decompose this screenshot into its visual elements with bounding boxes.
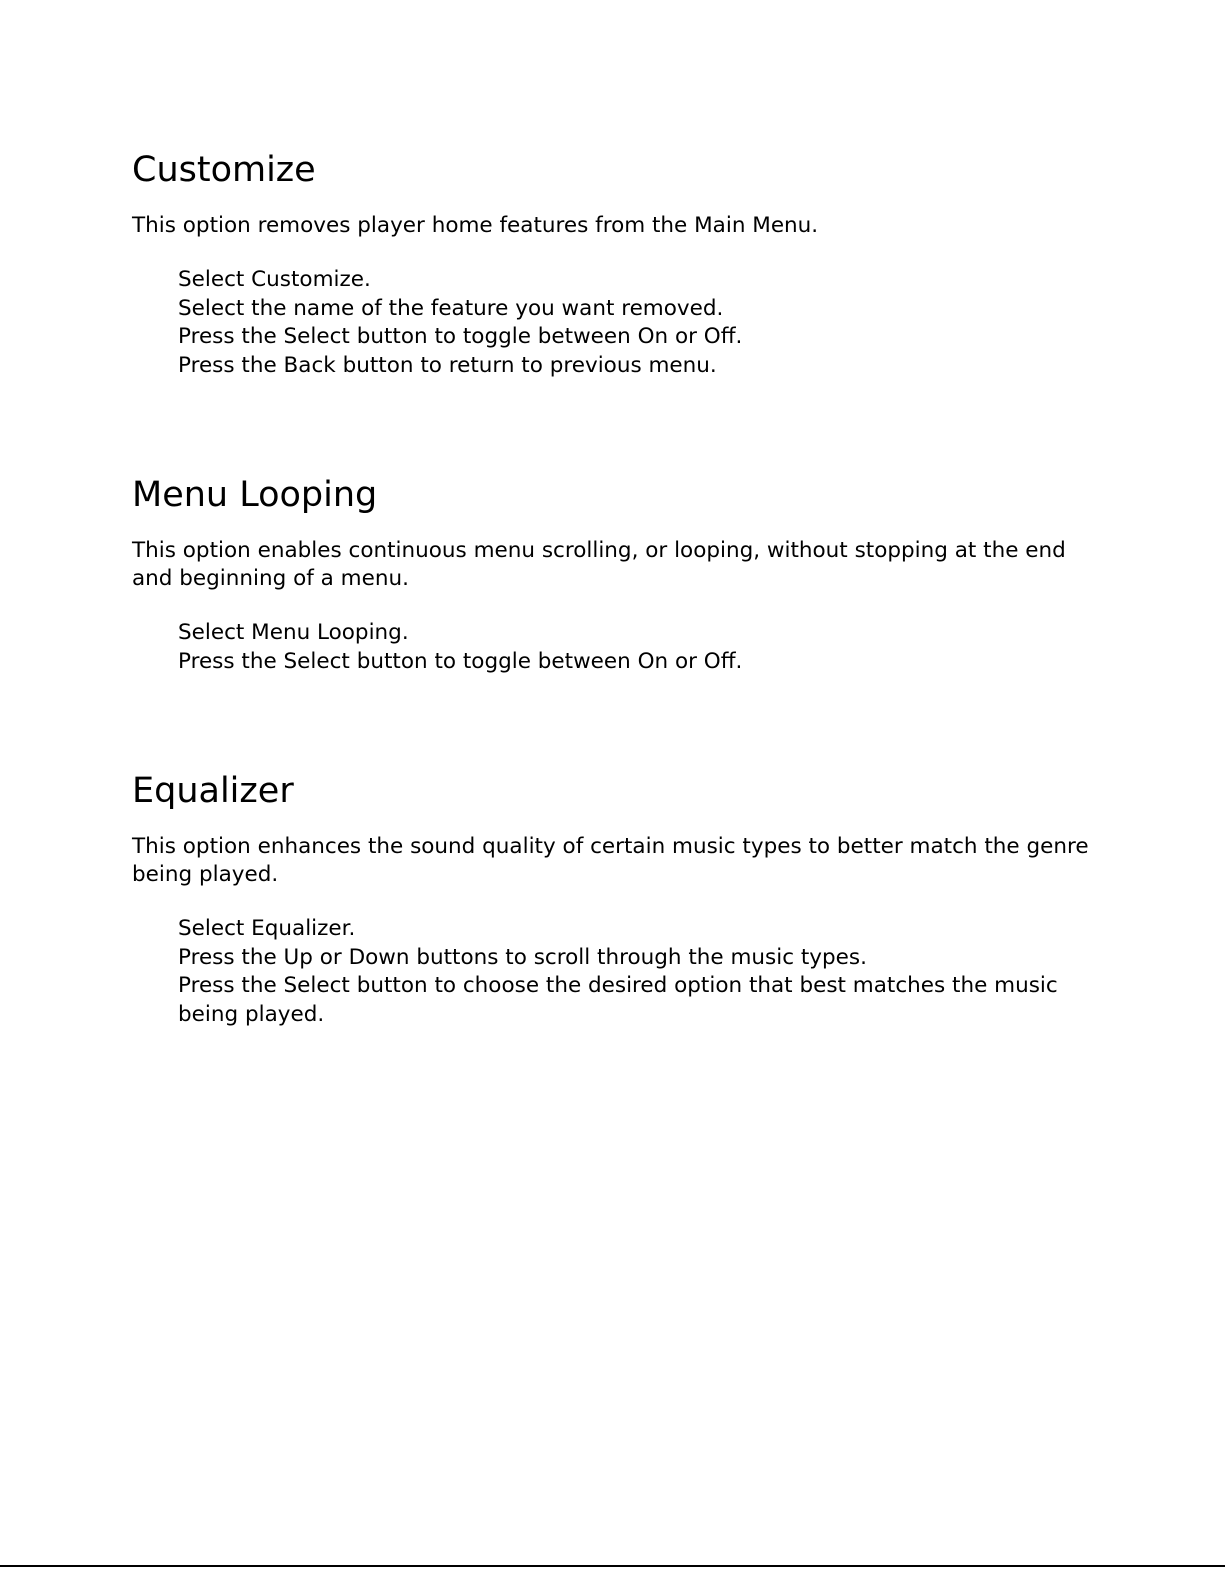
section-equalizer (132, 771, 1092, 1030)
section-menu-looping (132, 475, 1092, 676)
bottom-divider (0, 1565, 1225, 1567)
step-item: Select the name of the feature you want removed. (178, 295, 724, 321)
step-item: Select Customize. (178, 267, 371, 292)
step-item: Press the Select button to toggle between On or Off. (178, 648, 743, 674)
step-item: Press the Back button to return to previous menu. (178, 353, 717, 379)
section-heading: Customize (132, 150, 316, 190)
step-list (132, 619, 1092, 676)
section-description: This option enhances the sound quality of certain music types to better match the genre being played. (132, 834, 1089, 887)
step-item: Select Equalizer. (178, 916, 356, 941)
section-heading: Equalizer (132, 771, 294, 811)
step-item: Press the Select button to toggle between On or Off. (178, 324, 743, 350)
section-customize (132, 150, 1092, 381)
step-list (132, 266, 1092, 381)
step-item: Press the Up or Down buttons to scroll through the music types. (178, 944, 867, 970)
section-description: This option removes player home features from the Main Menu. (132, 213, 819, 238)
section-description: This option enables continuous menu scrolling, or looping, without stopping at the end and beginning of a menu. (132, 538, 1066, 591)
step-item: Press the Select button to choose the desired option that best matches the music being played. (178, 973, 1058, 1028)
step-list (132, 915, 1092, 1030)
section-heading: Menu Looping (132, 475, 378, 515)
step-item: Select Menu Looping. (178, 620, 409, 645)
